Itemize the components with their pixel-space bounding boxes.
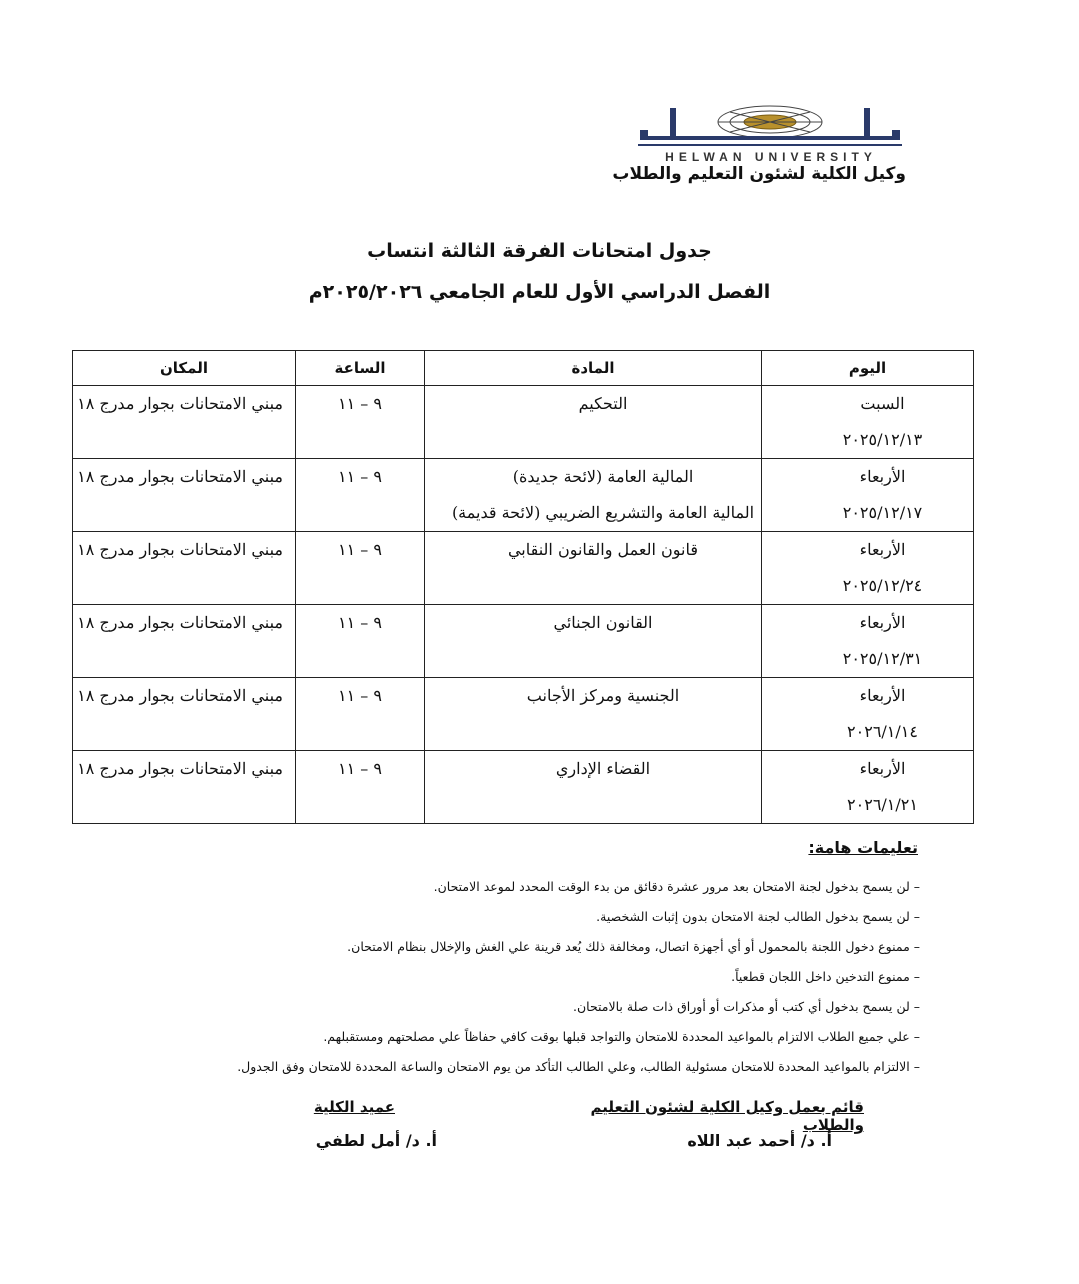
dean-title: عميد الكلية — [313, 1098, 395, 1116]
subject-name-alt: المالية العامة والتشريع الضريبي (لائحة قديمة) — [451, 503, 755, 522]
day-name: الأربعاء — [859, 613, 906, 632]
exam-date: ٢٠٢٦/١/٢١ — [847, 795, 918, 814]
header-place: المكان — [73, 351, 296, 386]
list-item: – لن يسمح بدخول أي كتب أو مذكرات أو أوراق ذات صلة بالامتحان. — [573, 999, 920, 1014]
notes-heading: تعليمات هامة: — [808, 838, 918, 857]
exam-date: ٢٠٢٦/١/١٤ — [847, 722, 918, 741]
place-cell: مبني الامتحانات بجوار مدرج ١٨ — [73, 605, 296, 678]
place-cell: مبني الامتحانات بجوار مدرج ١٨ — [73, 532, 296, 605]
table-row — [73, 459, 974, 532]
exam-date: ٢٠٢٥/١٢/١٧ — [842, 503, 923, 522]
day-name: الأربعاء — [859, 686, 906, 705]
time-cell — [296, 386, 425, 459]
exam-time: ٩ – ١١ — [338, 759, 382, 778]
subject-cell — [425, 751, 762, 824]
subject-name: قانون العمل والقانون النقابي — [507, 540, 699, 559]
time-cell — [296, 678, 425, 751]
exam-date: ٢٠٢٥/١٢/٢٤ — [842, 576, 923, 595]
day-cell — [762, 605, 974, 678]
exam-date: ٢٠٢٥/١٢/١٣ — [842, 430, 923, 449]
day-cell — [762, 532, 974, 605]
header-subject: المادة — [425, 351, 762, 386]
place-cell: مبني الامتحانات بجوار مدرج ١٨ — [73, 459, 296, 532]
list-item: – ممنوع التدخين داخل اللجان قطعياً. — [731, 969, 920, 984]
exam-time: ٩ – ١١ — [338, 467, 382, 486]
list-item: – ممنوع دخول اللجنة بالمحمول أو أي أجهزة اتصال، ومخالفة ذلك يُعد قرينة علي الغش والإخلال بنظام الامتحان. — [347, 939, 920, 954]
table-row — [73, 605, 974, 678]
office-title: وكيل الكلية لشئون التعليم والطلاب — [612, 164, 906, 184]
exam-time: ٩ – ١١ — [338, 394, 382, 413]
subject-cell — [425, 678, 762, 751]
day-name: الأربعاء — [859, 467, 906, 486]
subject-cell — [425, 532, 762, 605]
subject-name: المالية العامة (لائحة جديدة) — [512, 467, 694, 486]
table-row — [73, 532, 974, 605]
exam-time: ٩ – ١١ — [338, 613, 382, 632]
subject-name: القضاء الإداري — [555, 759, 651, 778]
page-title: جدول امتحانات الفرقة الثالثة انتساب — [367, 240, 712, 262]
vice-dean-name: أ. د/ أحمد عبد اللاه — [687, 1131, 832, 1150]
day-name: الأربعاء — [859, 759, 906, 778]
instructions-list — [120, 872, 920, 1082]
list-item: – الالتزام بالمواعيد المحددة للامتحان مسئولية الطالب، وعلي الطالب التأكد من يوم الامتحان والساعة المحددة للامتحان وفق الجدول. — [237, 1059, 920, 1074]
subject-name: القانون الجنائي — [553, 613, 653, 632]
day-name: الأربعاء — [859, 540, 906, 559]
time-cell — [296, 459, 425, 532]
subject-name: التحكيم — [578, 394, 628, 413]
exam-time: ٩ – ١١ — [338, 540, 382, 559]
subject-name: الجنسية ومركز الأجانب — [526, 686, 680, 705]
place-cell: مبني الامتحانات بجوار مدرج ١٨ — [73, 386, 296, 459]
day-cell — [762, 678, 974, 751]
logo-english-text: HELWAN UNIVERSITY — [665, 150, 877, 164]
page-subtitle: الفصل الدراسي الأول للعام الجامعي ٢٠٢٥/٢٠٢٦م — [308, 281, 771, 303]
header-time: الساعة — [296, 351, 425, 386]
place-cell: مبني الامتحانات بجوار مدرج ١٨ — [73, 751, 296, 824]
time-cell — [296, 605, 425, 678]
table-header-row — [73, 351, 974, 386]
table-row — [73, 751, 974, 824]
subject-cell — [425, 386, 762, 459]
place-cell: مبني الامتحانات بجوار مدرج ١٨ — [73, 678, 296, 751]
time-cell — [296, 532, 425, 605]
exam-time: ٩ – ١١ — [338, 686, 382, 705]
table-row — [73, 678, 974, 751]
time-cell — [296, 751, 425, 824]
list-item: – لن يسمح بدخول الطالب لجنة الامتحان بدون إثبات الشخصية. — [596, 909, 920, 924]
day-name: السبت — [860, 394, 905, 413]
table-row — [73, 386, 974, 459]
exam-date: ٢٠٢٥/١٢/٣١ — [842, 649, 923, 668]
day-cell — [762, 751, 974, 824]
day-cell — [762, 386, 974, 459]
list-item: – علي جميع الطلاب الالتزام بالمواعيد المحددة للامتحان والتواجد قبلها بوقت كافي حفاظاً علي مصلحتهم ومستقبلهم. — [323, 1029, 920, 1044]
header-day: اليوم — [762, 351, 974, 386]
subject-cell — [425, 459, 762, 532]
list-item: – لن يسمح بدخول لجنة الامتحان بعد مرور عشرة دقائق من بدء الوقت المحدد لموعد الامتحان. — [433, 879, 920, 894]
vice-dean-title: قائم بعمل وكيل الكلية لشئون التعليم والطلاب — [590, 1098, 864, 1134]
dean-name: أ. د/ أمل لطفي — [315, 1131, 437, 1150]
day-cell — [762, 459, 974, 532]
subject-cell — [425, 605, 762, 678]
exam-schedule-table — [72, 350, 974, 824]
